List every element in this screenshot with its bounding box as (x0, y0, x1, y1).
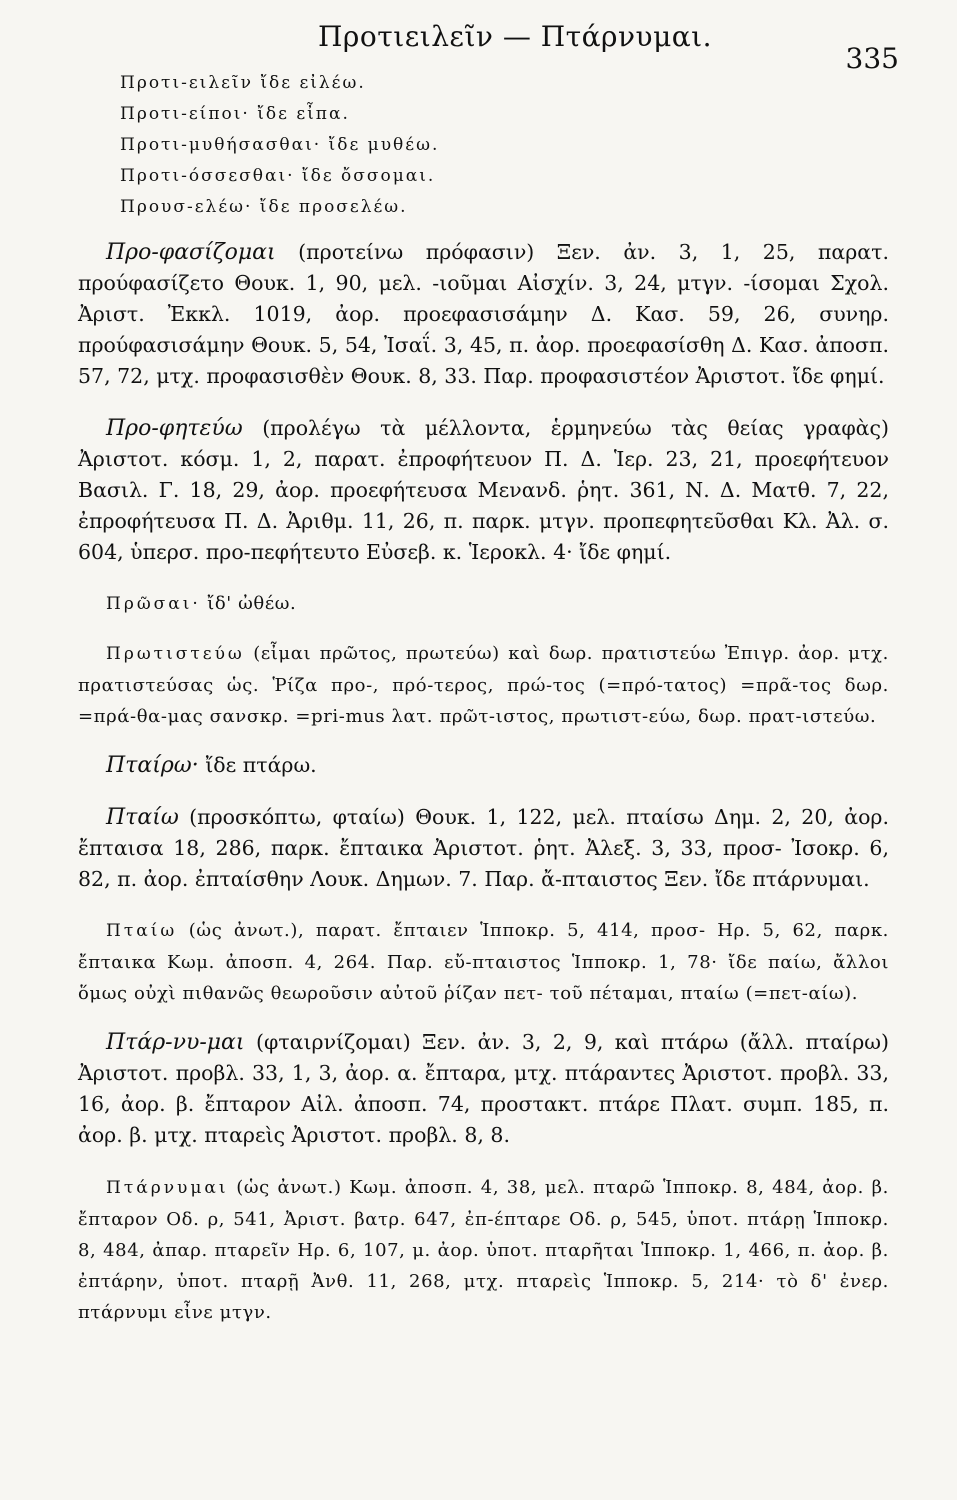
entry-ptarnumai (78, 1172, 889, 1328)
entry-headword: Πτάρ-νυ-μαι (106, 1030, 245, 1055)
entry-pro-phiteuo (78, 413, 889, 568)
short-entry: Προυσ-ελέω· ἴδε προσελέω. (120, 197, 408, 217)
entry-prosai (78, 588, 889, 620)
short-entry: Προτι-μυθήσασθαι· ἴδε μυθέω. (120, 135, 440, 155)
short-entries (78, 68, 889, 223)
page-number: 335 (845, 42, 899, 75)
entry-ptaio (78, 802, 889, 895)
entry-headword: Πρωτιστεύω (106, 644, 245, 664)
entry-pro-phasizomai (78, 237, 889, 392)
short-entry: Προτι-ειλεῖν ἴδε εἰλέω. (120, 73, 366, 93)
entry-body: (προσκόπτω, φταίω) Θουκ. 1, 122, μελ. πταίσω Δημ. 2, 20, ἀορ. ἔπταισα 18, 286, παρκ. ἔπταικα Ἀριστοτ. ῥητ. Ἀλεξ. 3, 33, προσ- Ἰσοκρ. 6, 82, π. ἀορ. ἐπταίσθην Λουκ. Δημων. 7. Παρ. ἄ-πταιστος Ξεν. ἴδε πτάρνυμαι. (78, 804, 889, 891)
entry-headword: Προ-φασίζομαι (106, 240, 276, 265)
entry-headword: Πταίρω· (106, 753, 199, 778)
entry-body: (προτείνω πρόφασιν) Ξεν. ἀν. 3, 1, 25, παρατ. προύφασίζετο Θουκ. 1, 90, μελ. -ιοῦμαι Αἰσχίν. 3, 24, μτγν. -ίσομαι Σχολ. Ἀριστ. Ἐκκλ. 1019, ἀορ. προεφασισάμην Δ. Κασ. 59, 26, συνηρ. προύφασισάμην Θουκ. 5, 54, Ἰσαΐ. 3, 45, π. ἀορ. προεφασίσθη Δ. Κασ. ἀποσπ. 57, 72, μτχ. προφασισθὲν Θουκ. 8, 33. Παρ. προφασιστέον Ἀριστοτ. ἴδε φημί. (78, 240, 889, 388)
entry-headword: Πτάρνυμαι (106, 1177, 229, 1198)
entry-body: (ὡς ἀνωτ.), παρατ. ἔπταιεν Ἱπποκρ. 5, 414, προσ- Ηρ. 5, 62, παρκ. ἔπταικα Κωμ. ἀποσπ. 4, 264. Παρ. εὔ-πταιστος Ἱπποκρ. 1, 78· ἴδε παίω, ἄλλοι ὅμως οὐχὶ πιθανῶς θεωροῦσιν αὐτοῦ ῥίζαν πετ- τοῦ πέταμαι, πταίω (=πετ-αίω). (78, 920, 889, 1004)
dictionary-entries (78, 237, 889, 1328)
entry-body: ἴδ' ὠθέω. (200, 593, 297, 614)
entry-body: ἴδε πτάρω. (198, 753, 317, 777)
entry-protisteuo (78, 638, 889, 732)
entry-headword: Πρῶσαι· (106, 594, 201, 614)
entry-body: (ὡς ἀνωτ.) Κωμ. ἀποσπ. 4, 38, μελ. πταρῶ Ἱπποκρ. 8, 484, ἀορ. β. ἔπταρον Οδ. ρ, 541, Ἀριστ. βατρ. 647, ἐπ-έπταρε Οδ. ρ, 545, ὑποτ. πτάρῃ Ἱπποκρ. 8, 484, ἀπαρ. πταρεῖν Ηρ. 6, 107, μ. ἀορ. ὑποτ. πταρῆται Ἱπποκρ. 1, 466, π. ἀορ. β. ἐπτάρην, ὑποτ. πταρῇ Ἀνθ. 11, 268, μτχ. πταρεὶς Ἱπποκρ. 5, 214· τὸ δ' ἐνερ. πτάρνυμι εἶνε μτγν. (78, 1176, 889, 1323)
entry-ptairo (78, 750, 889, 781)
running-head: Προτιειλεῖν — Πτάρνυμαι. (318, 20, 713, 53)
page-header (78, 12, 899, 75)
entry-body: (φταιρνίζομαι) Ξεν. ἀν. 3, 2, 9, καὶ πτάρω (ἄλλ. πταίρω) Ἀριστοτ. προβλ. 33, 1, 3, ἀορ. α. ἔπταρα, μτχ. πτάραντες Ἀριστοτ. προβλ. 33, 16, ἀορ. β. ἔπταρον Αἰλ. ἀποσπ. 74, προστακτ. πτάρε Πλατ. συμπ. 185, π. ἀορ. β. μτχ. πταρεὶς Ἀριστοτ. προβλ. 8, 8. (78, 1030, 889, 1147)
short-entry: Προτι-όσσεσθαι· ἴδε ὄσσομαι. (120, 166, 436, 186)
entry-ptaio-2 (78, 915, 889, 1009)
entry-headword: Πταίω (106, 921, 178, 941)
entry-ptar-nu-mai (78, 1027, 889, 1151)
short-entry: Προτι-είποι· ἴδε εἶπα. (120, 104, 350, 124)
entry-headword: Πταίω (106, 804, 179, 830)
entry-body: (προλέγω τὰ μέλλοντα, ἑρμηνεύω τὰς θείας γραφὰς) Ἀριστοτ. κόσμ. 1, 2, παρατ. ἐπροφήτευον Π. Δ. Ἱερ. 23, 21, προεφήτευον Βασιλ. Γ. 18, 29, ἀορ. προεφήτευσα Μενανδ. ῥητ. 361, Ν. Δ. Ματθ. 7, 22, ἐπροφήτευσα Π. Δ. Ἀριθμ. 11, 26, π. παρκ. μτγν. προπεφητεῦσθαι Κλ. Ἀλ. σ. 604, ὑπερσ. προ-πεφήτευτο Εὐσεβ. κ. Ἱεροκλ. 4· ἴδε φημί. (78, 415, 889, 564)
entry-headword: Προ-φητεύω (106, 415, 243, 441)
entry-body: (εἶμαι πρῶτος, πρωτεύω) καὶ δωρ. πρατιστεύω Ἐπιγρ. ἀορ. μτχ. πρατιστεύσας ὡς. Ῥίζα προ-, πρό-τερος, πρώ-τος (=πρό-τατος) =πρᾶ-τος δωρ. =πρά-θα-μας σανσκρ. =pri-mus λατ. πρῶτ-ιστος, πρωτιστ-εύω, δωρ. πρατ-ιστεύω. (78, 643, 889, 727)
